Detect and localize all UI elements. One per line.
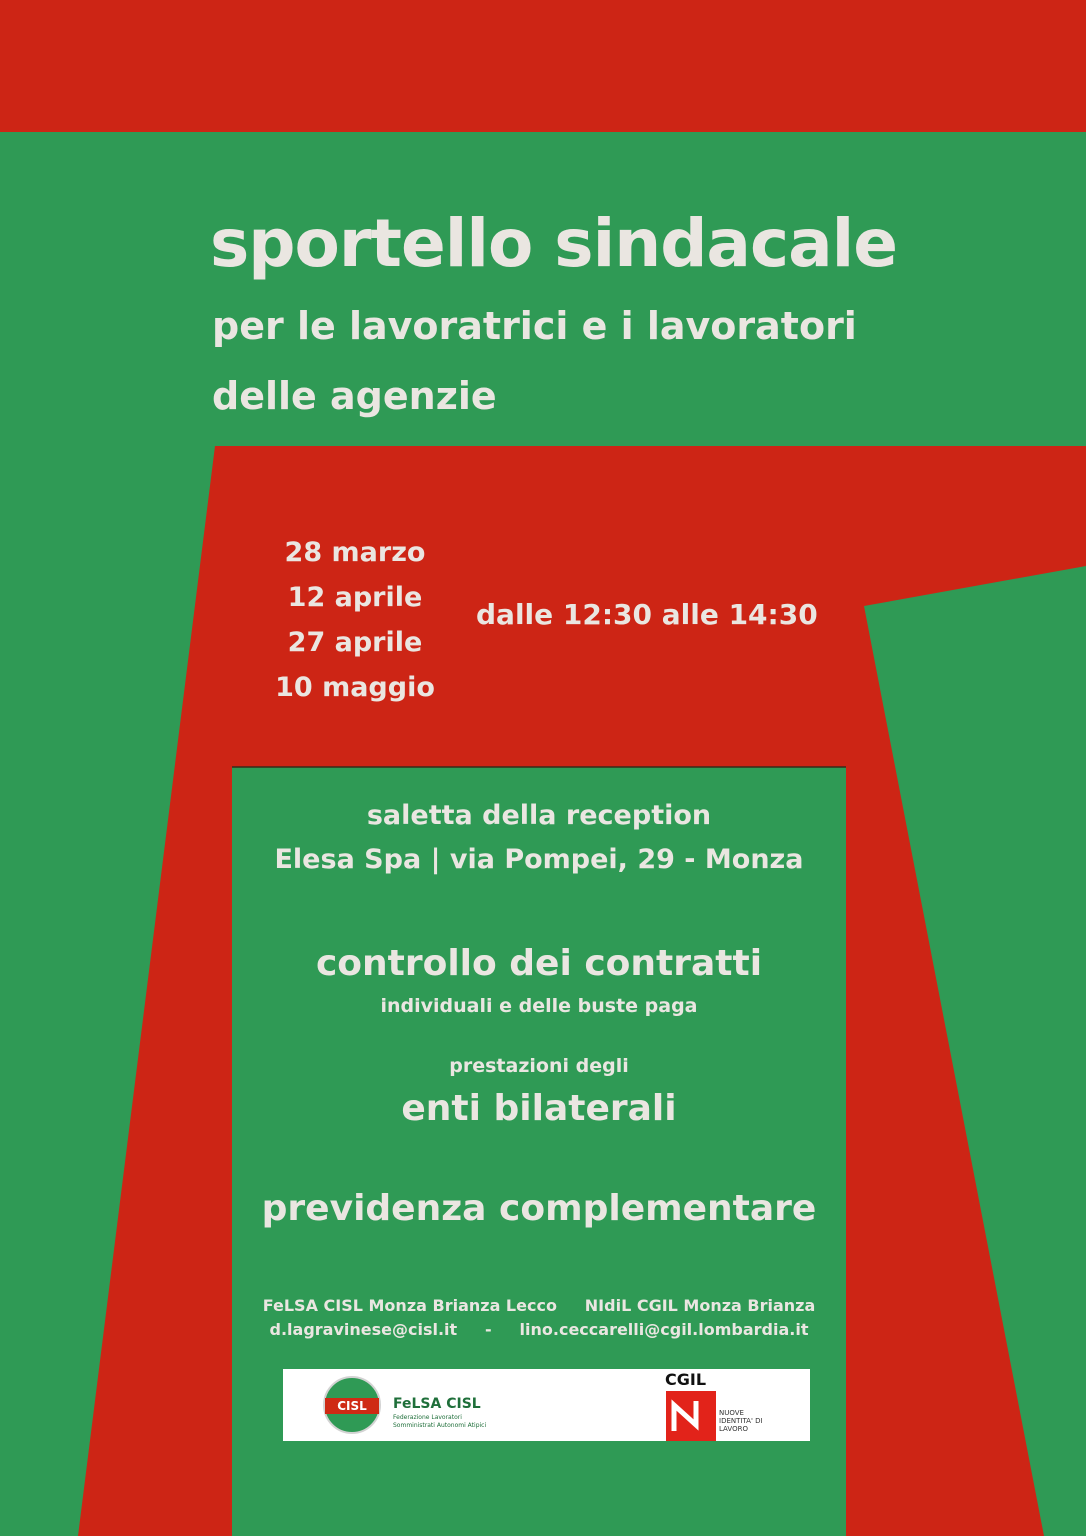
top-red-band [0,0,1086,132]
dates-list [255,530,455,710]
nidil-logo-icon [666,1391,716,1441]
logos-strip [283,1369,810,1441]
felsa-subtitle: Federazione Lavoratori Somministrati Autonomi Atipici [393,1414,487,1429]
service-bilateral-pre: prestazioni degli [449,1055,629,1077]
service-pension: previdenza complementare [261,1188,817,1229]
felsa-label: FeLSA CISL [393,1396,481,1412]
date-item: 27 aprile [287,627,423,658]
date-item: 12 aprile [287,582,423,613]
location-address: Elesa Spa | via Pompei, 29 - Monza [274,844,804,875]
contact-organizations: FeLSA CISL Monza Brianza Lecco NIdiL CGIL Monza Brianza [262,1296,816,1315]
subtitle-line-1: per le lavoratrici e i lavoratori [212,304,857,348]
service-contract-check: controllo dei contratti [315,943,763,984]
date-item: 28 marzo [284,537,426,568]
cisl-label: CISL [325,1398,379,1414]
cisl-logo-icon [323,1376,381,1434]
subtitle-line-2: delle agenzie [212,374,497,418]
nidil-text: NUOVE IDENTITA' DI LAVORO [719,1409,763,1433]
contact-emails[interactable]: d.lagravinese@cisl.it - lino.ceccarelli@cgil.lombardia.it [269,1320,809,1339]
cgil-label: CGIL [665,1370,707,1389]
page-title: sportello sindacale [210,205,898,282]
date-item: 10 maggio [275,672,435,703]
service-contract-check-detail: individuali e delle buste paga [380,995,698,1017]
service-bilateral: enti bilaterali [401,1088,677,1129]
time-range: dalle 12:30 alle 14:30 [476,598,818,631]
location-room: saletta della reception [366,800,712,831]
